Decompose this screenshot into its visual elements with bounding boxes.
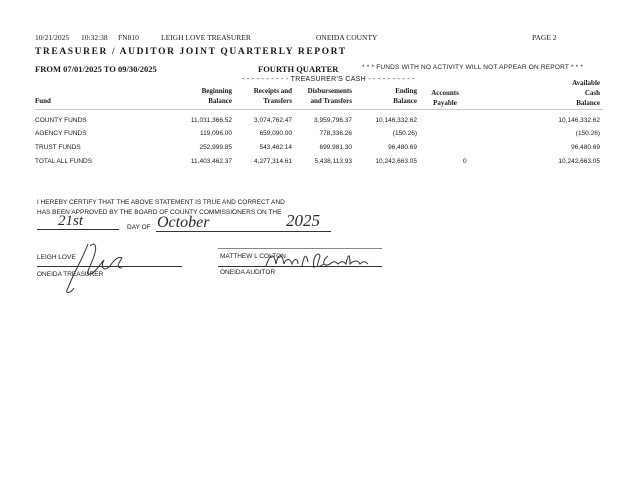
report-date: 10/21/2025: [35, 33, 70, 42]
table-row: [0, 117, 635, 127]
row-available: 10,242,663.05: [558, 158, 600, 165]
auditor-name: MATTHEW L COLTON: [220, 253, 286, 260]
table-row-total: [0, 158, 635, 168]
table-row: [0, 130, 635, 140]
row-ending: (150.26): [392, 130, 417, 137]
col-payable: [415, 88, 475, 108]
row-ending: 10,146,332.62: [375, 117, 417, 124]
auditor-signature: [262, 248, 372, 274]
handwritten-month: October: [157, 214, 210, 231]
col-beginning-line1: Beginning: [201, 87, 232, 95]
handwritten-day: 21st: [58, 213, 84, 229]
row-available: (150.26): [575, 130, 600, 137]
page-number: PAGE 2: [532, 33, 557, 42]
row-receipts: 4,277,314.61: [254, 158, 292, 165]
row-disbursements: 778,336.26: [319, 130, 352, 137]
row-disbursements: 699,981.30: [319, 144, 352, 151]
col-available-line3: Balance: [576, 99, 600, 107]
row-fund: TOTAL ALL FUNDS: [35, 158, 93, 165]
col-ending-line2: Balance: [393, 97, 417, 105]
row-disbursements: 3,959,796.37: [314, 117, 352, 124]
col-receipts: [232, 86, 292, 106]
table-row: [0, 144, 635, 154]
col-beginning-line2: Balance: [208, 97, 232, 105]
col-available-line1: Available: [572, 79, 600, 87]
report-time: 10:32:38: [81, 33, 108, 42]
col-beginning: [172, 86, 232, 106]
report-title: TREASURER / AUDITOR JOINT QUARTERLY REPORT: [35, 47, 347, 57]
treasurer-title: ONEIDA TREASURER: [37, 271, 104, 278]
certification-line1: I HEREBY CERTIFY THAT THE ABOVE STATEMENT IS TRUE AND CORRECT AND: [37, 199, 285, 206]
report-note: * * * FUNDS WITH NO ACTIVITY WILL NOT APPEAR ON REPORT * * *: [362, 64, 584, 71]
col-ending: [357, 86, 417, 106]
row-fund: COUNTY FUNDS: [35, 117, 87, 124]
row-receipts: 659,090.00: [259, 130, 292, 137]
col-payable-line1: Accounts: [431, 89, 459, 97]
treasurer-signature: [60, 238, 130, 296]
form-code: FN810: [118, 33, 139, 42]
certification-line2: HAS BEEN APPROVED BY THE BOARD OF COUNTY COMMISSIONERS ON THE: [37, 209, 282, 216]
col-disbursements-line1: Disbursements: [307, 87, 352, 95]
row-receipts: 543,462.14: [259, 144, 292, 151]
header-divider: [35, 109, 603, 110]
row-available: 96,480.69: [571, 144, 600, 151]
row-payable: 0: [463, 158, 467, 165]
col-available-line2: Cash: [584, 89, 600, 97]
col-available: [540, 78, 600, 108]
day-line: [37, 229, 119, 230]
col-ending-line1: Ending: [395, 87, 417, 95]
report-period: FROM 07/01/2025 TO 09/30/2025: [35, 64, 157, 74]
row-beginning: 11,031,366.52: [190, 117, 232, 124]
row-ending: 10,242,663.05: [375, 158, 417, 165]
col-fund: Fund: [35, 97, 51, 105]
report-quarter: FOURTH QUARTER: [258, 64, 339, 74]
month-line: [156, 231, 331, 232]
row-ending: 96,480.69: [388, 144, 417, 151]
day-of-label: DAY OF: [127, 224, 151, 231]
treasurer-name: LEIGH LOVE: [37, 254, 76, 261]
county-name: ONEIDA COUNTY: [316, 33, 378, 42]
handwritten-year: 2025: [286, 211, 320, 230]
auditor-title: ONEIDA AUDITOR: [220, 269, 276, 276]
row-beginning: 252,999.85: [199, 144, 232, 151]
col-payable-line2: Payable: [433, 99, 457, 107]
row-available: 10,146,332.62: [558, 117, 600, 124]
col-receipts-line1: Receipts and: [253, 87, 292, 95]
cash-group-label: - - - - - - - - - - TREASURER'S CASH - - - - - - - - - -: [242, 76, 415, 83]
row-fund: AGENCY FUNDS: [35, 130, 87, 137]
col-receipts-line2: Transfers: [263, 97, 292, 105]
row-beginning: 11,403,462.37: [190, 158, 232, 165]
row-fund: TRUST FUNDS: [35, 144, 81, 151]
col-disbursements-line2: and Transfers: [310, 97, 352, 105]
row-beginning: 119,096.00: [199, 130, 232, 137]
row-receipts: 3,074,762.47: [254, 117, 292, 124]
preparer: LEIGH LOVE TREASURER: [161, 33, 251, 42]
col-disbursements: [292, 86, 352, 106]
row-disbursements: 5,438,113.93: [314, 158, 352, 165]
